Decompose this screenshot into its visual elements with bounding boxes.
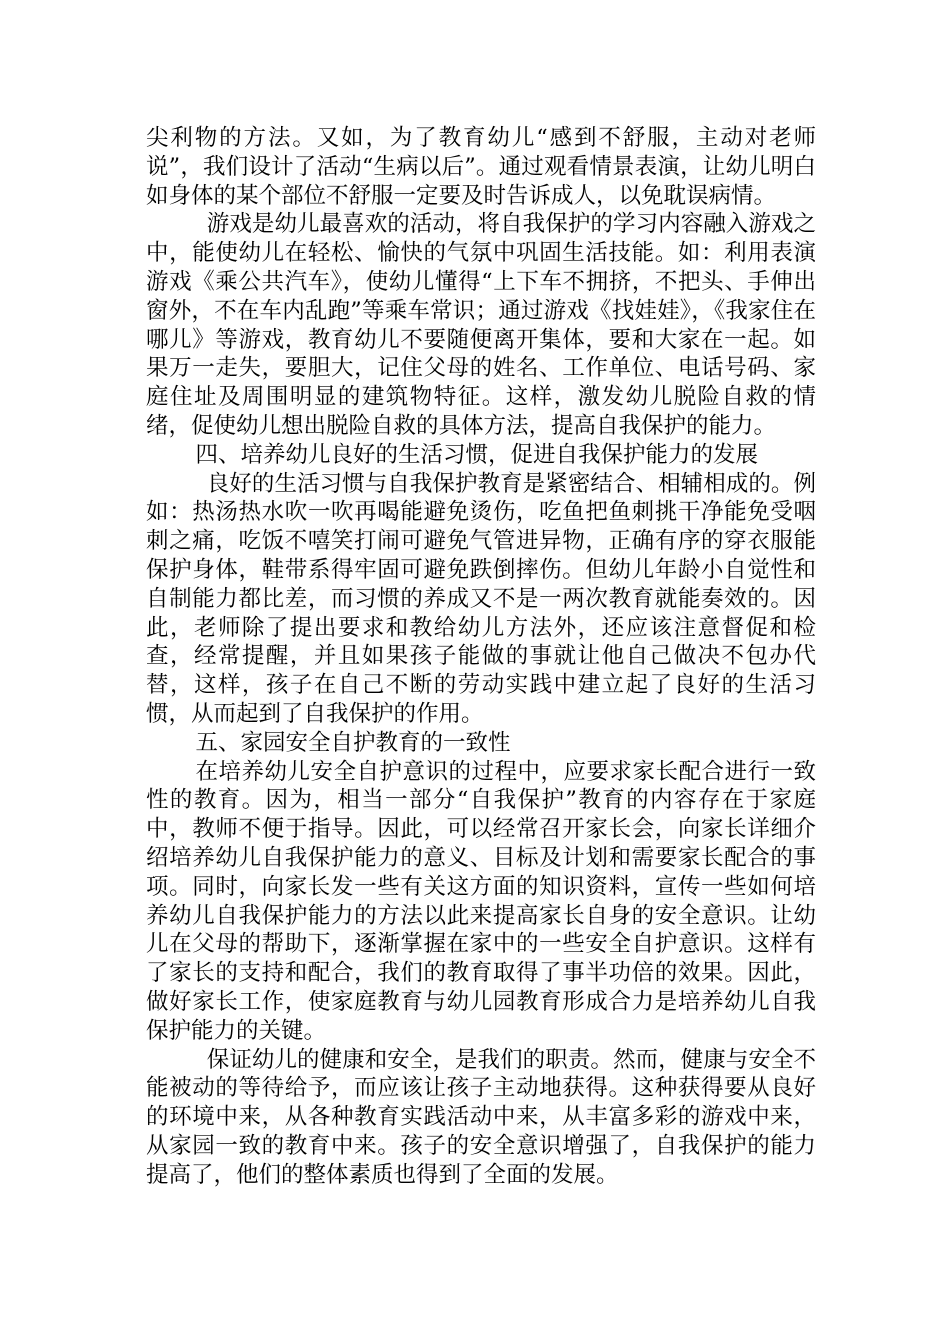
paragraph-conclusion: 保证幼儿的健康和安全，是我们的职责。然而，健康与安全不能被动的等待给予，而应该让孩子主动地获得。这种获得要从良好的环境中来，从各种教育实践活动中来，从丰富多彩的游戏中来，从家园一致的教育中来。孩子的安全意识增强了，自我保护的能力提高了，他们的整体素质也得到了全面的发展。 (146, 1046, 816, 1188)
paragraph-continuation: 尖利物的方法。又如，为了教育幼儿“感到不舒服，主动对老师说”，我们设计了活动“生病以后”。通过观看情景表演，让幼儿明白如身体的某个部位不舒服一定要及时告诉成人，以免耽误病情。 (146, 125, 816, 209)
paragraph-games: 游戏是幼儿最喜欢的活动，将自我保护的学习内容融入游戏之中，能使幼儿在轻松、愉快的气氛中巩固生活技能。如：利用表演游戏《乘公共汽车》，使幼儿懂得“上下车不拥挤，不把头、手伸出窗外，不在车内乱跑”等乘车常识；通过游戏《找娃娃》，《我家住在哪儿》等游戏，教育幼儿不要随便离开集体，要和大家在一起。如果万一走失，要胆大，记住父母的姓名、工作单位、电话号码、家庭住址及周围明显的建筑物特征。这样，激发幼儿脱险自救的情绪，促使幼儿想出脱险自救的具体方法，提高自我保护的能力。 (146, 211, 816, 439)
section-heading-4: 四、培养幼儿良好的生活习惯，促进自我保护能力的发展 (195, 441, 759, 468)
paragraph-habits: 良好的生活习惯与自我保护教育是紧密结合、相辅相成的。例如：热汤热水吹一吹再喝能避免烫伤，吃鱼把鱼刺挑干净能免受咽刺之痛，吃饭不嘻笑打闹可避免气管进异物，正确有序的穿衣服能保护身体，鞋带系得牢固可避免跌倒摔伤。但幼儿年龄小自觉性和自制能力都比差，而习惯的养成又不是一两次教育就能奏效的。因此，老师除了提出要求和教给幼儿方法外，还应该注意督促和检查，经常提醒，并且如果孩子能做的事就让他自己做决不包办代替，这样，孩子在自己不断的劳动实践中建立起了良好的生活习惯，从而起到了自我保护的作用。 (146, 470, 816, 727)
section-heading-5: 五、家园安全自护教育的一致性 (195, 729, 511, 756)
paragraph-home-school: 在培养幼儿安全自护意识的过程中，应要求家长配合进行一致性的教育。因为，相当一部分“自我保护”教育的内容存在于家庭中，教师不便于指导。因此，可以经常召开家长会，向家长详细介绍培养幼儿自我保护能力的意义、目标及计划和需要家长配合的事项。同时，向家长发一些有关这方面的知识资料，宣传一些如何培养幼儿自我保护能力的方法以此来提高家长自身的安全意识。让幼儿在父母的帮助下，逐渐掌握在家中的一些安全自护意识。这样有了家长的支持和配合，我们的教育取得了事半功倍的效果。因此，做好家长工作，使家庭教育与幼儿园教育形成合力是培养幼儿自我保护能力的关键。 (146, 758, 816, 1044)
article-body (146, 124, 816, 1189)
